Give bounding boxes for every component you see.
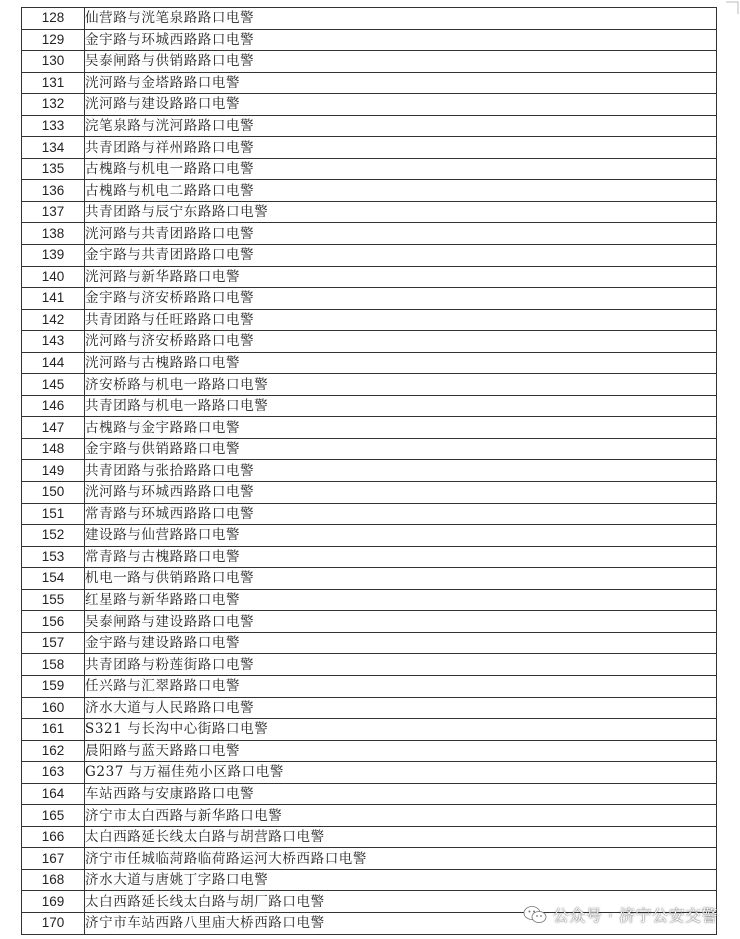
wechat-icon — [523, 905, 547, 925]
table-row — [22, 697, 717, 719]
intersection-name: 洸河路与共青团路路口电警 — [85, 223, 717, 245]
intersection-name: 共青团路与张拾路路口电警 — [85, 460, 717, 482]
row-number: 160 — [22, 697, 85, 719]
table-row — [22, 417, 717, 439]
table-row — [22, 115, 717, 137]
table-row — [22, 503, 717, 525]
row-number: 158 — [22, 654, 85, 676]
table-row — [22, 826, 717, 848]
row-number: 164 — [22, 783, 85, 805]
table-row — [22, 288, 717, 310]
table-row — [22, 72, 717, 94]
intersection-name: 济安桥路与机电一路路口电警 — [85, 374, 717, 396]
watermark-text: 公众号 · 济宁公安交警 — [552, 906, 718, 925]
intersection-name: 共青团路与机电一路路口电警 — [85, 395, 717, 417]
intersection-name: 共青团路与粉莲街路口电警 — [85, 654, 717, 676]
table-row — [22, 611, 717, 633]
row-number: 152 — [22, 525, 85, 547]
table-row — [22, 719, 717, 741]
intersection-name: 古槐路与机电二路路口电警 — [85, 180, 717, 202]
row-number: 132 — [22, 94, 85, 116]
table-row — [22, 94, 717, 116]
intersection-name: 金宇路与建设路路口电警 — [85, 632, 717, 654]
intersection-name: 晨阳路与蓝天路路口电警 — [85, 740, 717, 762]
table-row — [22, 805, 717, 827]
intersection-name: 金宇路与共青团路路口电警 — [85, 245, 717, 267]
table-row — [22, 546, 717, 568]
intersection-name: 济水大道与人民路路口电警 — [85, 697, 717, 719]
row-number: 159 — [22, 675, 85, 697]
intersection-name: 洸河路与建设路路口电警 — [85, 94, 717, 116]
row-number: 133 — [22, 115, 85, 137]
intersection-name: 太白西路延长线太白路与胡营路口电警 — [85, 826, 717, 848]
row-number: 128 — [22, 8, 85, 30]
row-number: 168 — [22, 869, 85, 891]
intersection-name: 浣笔泉路与洸河路路口电警 — [85, 115, 717, 137]
row-number: 144 — [22, 352, 85, 374]
watermark — [523, 903, 718, 926]
intersection-name: 洸河路与古槐路路口电警 — [85, 352, 717, 374]
intersection-name: 太白西路延长线太白路与胡厂路口电警 — [85, 891, 717, 913]
table-row — [22, 762, 717, 784]
row-number: 170 — [22, 912, 85, 934]
row-number: 156 — [22, 611, 85, 633]
intersection-name: G237 与万福佳苑小区路口电警 — [85, 762, 717, 784]
row-number: 140 — [22, 266, 85, 288]
intersection-name: 金宇路与济安桥路路口电警 — [85, 288, 717, 310]
intersection-name: 洸河路与新华路路口电警 — [85, 266, 717, 288]
table-row — [22, 51, 717, 73]
table-row — [22, 223, 717, 245]
row-number: 147 — [22, 417, 85, 439]
table-row — [22, 395, 717, 417]
row-number: 145 — [22, 374, 85, 396]
row-number: 139 — [22, 245, 85, 267]
row-number: 154 — [22, 568, 85, 590]
intersection-name: 吴泰闸路与建设路路口电警 — [85, 611, 717, 633]
intersection-name: 金宇路与供销路路口电警 — [85, 438, 717, 460]
intersection-name: 任兴路与汇翠路路口电警 — [85, 675, 717, 697]
table-row — [22, 675, 717, 697]
table-row — [22, 740, 717, 762]
row-number: 169 — [22, 891, 85, 913]
intersection-name: 洸河路与济安桥路路口电警 — [85, 331, 717, 353]
intersection-name: 建设路与仙营路路口电警 — [85, 525, 717, 547]
table-row — [22, 352, 717, 374]
table-row — [22, 180, 717, 202]
table-row — [22, 525, 717, 547]
table-row — [22, 848, 717, 870]
table-row — [22, 374, 717, 396]
row-number: 137 — [22, 201, 85, 223]
intersection-name: 共青团路与祥州路路口电警 — [85, 137, 717, 159]
row-number: 166 — [22, 826, 85, 848]
table-row — [22, 460, 717, 482]
intersection-camera-table — [21, 7, 717, 935]
intersection-name: S321 与长沟中心街路口电警 — [85, 719, 717, 741]
intersection-name: 共青团路与任旺路路口电警 — [85, 309, 717, 331]
row-number: 167 — [22, 848, 85, 870]
row-number: 162 — [22, 740, 85, 762]
row-number: 138 — [22, 223, 85, 245]
row-number: 149 — [22, 460, 85, 482]
row-number: 163 — [22, 762, 85, 784]
table-row — [22, 137, 717, 159]
table-body — [22, 8, 717, 935]
intersection-name: 洸河路与金塔路路口电警 — [85, 72, 717, 94]
table-row — [22, 29, 717, 51]
row-number: 143 — [22, 331, 85, 353]
intersection-name: 济宁市太白西路与新华路口电警 — [85, 805, 717, 827]
row-number: 135 — [22, 158, 85, 180]
table-row — [22, 632, 717, 654]
row-number: 134 — [22, 137, 85, 159]
table-row — [22, 245, 717, 267]
table-row — [22, 482, 717, 504]
intersection-name: 机电一路与供销路路口电警 — [85, 568, 717, 590]
row-number: 150 — [22, 482, 85, 504]
intersection-name: 仙营路与洸笔泉路路口电警 — [85, 8, 717, 30]
row-number: 141 — [22, 288, 85, 310]
page-corner-mark — [726, 0, 740, 14]
row-number: 155 — [22, 589, 85, 611]
row-number: 153 — [22, 546, 85, 568]
row-number: 130 — [22, 51, 85, 73]
table-row — [22, 783, 717, 805]
row-number: 142 — [22, 309, 85, 331]
table-row — [22, 8, 717, 30]
table-row — [22, 568, 717, 590]
row-number: 165 — [22, 805, 85, 827]
intersection-name: 洸河路与环城西路路口电警 — [85, 482, 717, 504]
intersection-name: 济宁市车站西路八里庙大桥西路口电警 — [85, 912, 717, 934]
intersection-name: 古槐路与机电一路路口电警 — [85, 158, 717, 180]
row-number: 129 — [22, 29, 85, 51]
table-row — [22, 309, 717, 331]
table-row — [22, 331, 717, 353]
intersection-name: 红星路与新华路路口电警 — [85, 589, 717, 611]
row-number: 131 — [22, 72, 85, 94]
intersection-name: 常青路与环城西路路口电警 — [85, 503, 717, 525]
table-row — [22, 266, 717, 288]
intersection-name: 常青路与古槐路路口电警 — [85, 546, 717, 568]
row-number: 151 — [22, 503, 85, 525]
table-row — [22, 589, 717, 611]
row-number: 157 — [22, 632, 85, 654]
row-number: 146 — [22, 395, 85, 417]
intersection-name: 金宇路与环城西路路口电警 — [85, 29, 717, 51]
table-row — [22, 654, 717, 676]
row-number: 136 — [22, 180, 85, 202]
table-row — [22, 869, 717, 891]
intersection-name: 济水大道与唐姚丁字路口电警 — [85, 869, 717, 891]
intersection-name: 共青团路与辰宁东路路口电警 — [85, 201, 717, 223]
intersection-name: 济宁市任城临菏路临荷路运河大桥西路口电警 — [85, 848, 717, 870]
table-row — [22, 201, 717, 223]
table-row — [22, 158, 717, 180]
table-row — [22, 438, 717, 460]
intersection-name: 吴泰闸路与供销路路口电警 — [85, 51, 717, 73]
intersection-name: 古槐路与金宇路路口电警 — [85, 417, 717, 439]
row-number: 161 — [22, 719, 85, 741]
intersection-name: 车站西路与安康路路口电警 — [85, 783, 717, 805]
row-number: 148 — [22, 438, 85, 460]
camera-list-table — [21, 7, 717, 935]
